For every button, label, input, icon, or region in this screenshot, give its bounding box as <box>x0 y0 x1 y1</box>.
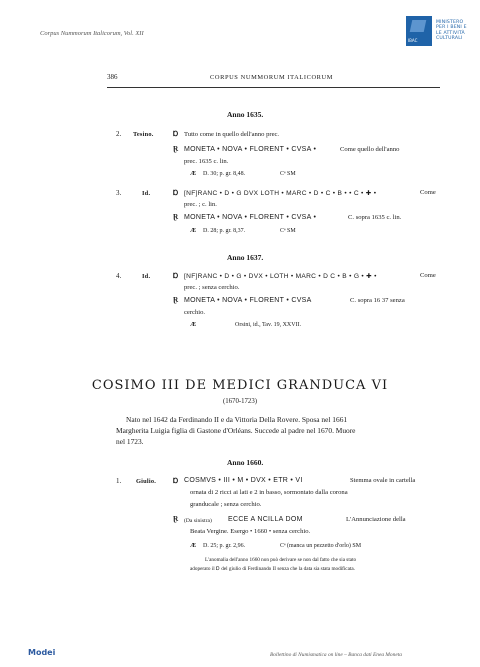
year-heading-1635: Anno 1635. <box>227 110 264 119</box>
obverse-text: Tutto come in quello dell'anno prec. <box>184 131 280 138</box>
coin-measures: D. 25; p. gr. 2,96. <box>203 543 246 549</box>
reverse-text-cont: Beata Vergine. Esergo • 1660 • senza cerchio. <box>190 528 311 535</box>
obverse-mark: Ɒ <box>173 189 179 197</box>
footnote-line: adoperato il Ɒ del giulio di Ferdinando II senza che la data sia stata modificata. <box>190 566 355 572</box>
footer-logo: Modei <box>28 648 56 657</box>
obverse-text-cont: ornata di 2 ricci ai lati e 2 in basso, sormontato dalla corona <box>190 489 348 496</box>
reverse-legend: MONETA • NOVA • FLORENT • CVSA <box>184 297 312 304</box>
logo-tag: IBAC <box>408 38 418 43</box>
obverse-legend: COSMVS • III • M • DVX • ETR • VI <box>184 477 303 484</box>
reverse-legend: MONETA • NOVA • FLORENT • CVSA • <box>184 146 317 153</box>
footnote-line: L'anomalia dell'anno 1660 non può derivare se non dal fatto che sia stato <box>205 557 357 563</box>
entry-location: Id. <box>142 273 151 280</box>
coin-measures: D. 30; p. gr. 8,48. <box>203 171 246 177</box>
metal-mark: Æ <box>190 227 197 234</box>
entry-location: Giulio. <box>136 478 157 485</box>
footer-text: Bollettino di Numismatica on line – Banca dati Enea Moneta <box>270 652 402 658</box>
obverse-text-cont: prec. ; c. lin. <box>184 201 217 208</box>
entry-location: Tesino. <box>133 131 154 138</box>
reverse-text: C. sopra 1635 c. lin. <box>348 214 402 221</box>
page-number: 386 <box>107 73 118 81</box>
obverse-text: Come <box>420 189 436 196</box>
reverse-direction: (Da sinistra) <box>184 518 212 524</box>
metal-mark: Æ <box>190 321 197 328</box>
reverse-text: Come quello dell'anno <box>340 146 400 153</box>
obverse-mark: Ɒ <box>173 477 179 485</box>
series-header: Corpus Nummorum Italicorum, Vol. XII <box>40 30 144 37</box>
metal-mark: Æ <box>190 170 197 177</box>
obverse-text: Stemma ovale in cartella <box>350 477 416 484</box>
ministry-logo-icon <box>406 16 432 46</box>
obverse-legend: [NF]RANC • D • G DVX LOTH • MARC • D • C • B • • C • ✚ • <box>184 190 377 197</box>
reverse-text-cont: cerchio. <box>184 309 206 316</box>
reverse-text: C. sopra 16 37 senza <box>350 297 405 304</box>
entry-number: 4. <box>116 272 122 280</box>
reverse-mark: Ɽ <box>173 213 179 221</box>
collection: Cᵉ SM <box>280 228 296 234</box>
obverse-mark: Ɒ <box>173 130 179 138</box>
biography-paragraph <box>116 414 440 447</box>
reverse-text: L'Annunciazione della <box>346 516 406 523</box>
reverse-mark: Ɽ <box>173 515 179 523</box>
collection: Cᵉ SM <box>280 171 296 177</box>
biography-line: nel 1723. <box>116 437 144 446</box>
year-heading-1660: Anno 1660. <box>227 458 264 467</box>
header-rule <box>107 87 440 88</box>
entry-location: Id. <box>142 190 151 197</box>
entry-number: 1. <box>116 477 122 485</box>
biography-line: Margherita Luigia figlia di Gastone d'Orléans. Succede al padre nel 1670. Muore <box>116 426 356 435</box>
coin-reference: Orsini, id., Tav. 19, XXVII. <box>235 322 302 328</box>
coin-measures: D. 28; p. gr. 8,37. <box>203 228 246 234</box>
metal-mark: Æ <box>190 542 197 549</box>
obverse-text: Come <box>420 272 436 279</box>
entry-number: 2. <box>116 130 122 138</box>
obverse-text-cont: granducale ; senza cerchio. <box>190 501 262 508</box>
entry-number: 3. <box>116 189 122 197</box>
page-title: CORPUS NUMMORUM ITALICORUM <box>210 74 334 81</box>
reverse-mark: Ɽ <box>173 145 179 153</box>
biography-line: Nato nel 1642 da Ferdinando II e da Vittoria Della Rovere. Sposa nel 1661 <box>126 415 348 424</box>
ministry-logo-text: MINISTERO PER I BENI E LE ATTIVITÀ CULTURALI <box>436 20 467 42</box>
reverse-legend: MONETA • NOVA • FLORENT • CVSA • <box>184 214 317 221</box>
collection: Cᵉ (manca un pezzetto d'orlo) SM <box>280 543 362 549</box>
reverse-legend: ECCE A NCILLA DOM <box>228 516 303 523</box>
reverse-mark: Ɽ <box>173 296 179 304</box>
year-heading-1637: Anno 1637. <box>227 253 264 262</box>
section-years: (1670-1723) <box>223 398 257 405</box>
section-title: COSIMO III DE MEDICI GRANDUCA VI <box>91 378 389 393</box>
obverse-legend: [NF]RANC • D • G • DVX • LOTH • MARC • D C • B • G • ✚ • <box>184 273 377 280</box>
obverse-mark: Ɒ <box>173 272 179 280</box>
obverse-text-cont: prec. ; senza cerchio. <box>184 284 240 291</box>
reverse-text-cont: prec. 1635 c. lin. <box>184 158 229 165</box>
